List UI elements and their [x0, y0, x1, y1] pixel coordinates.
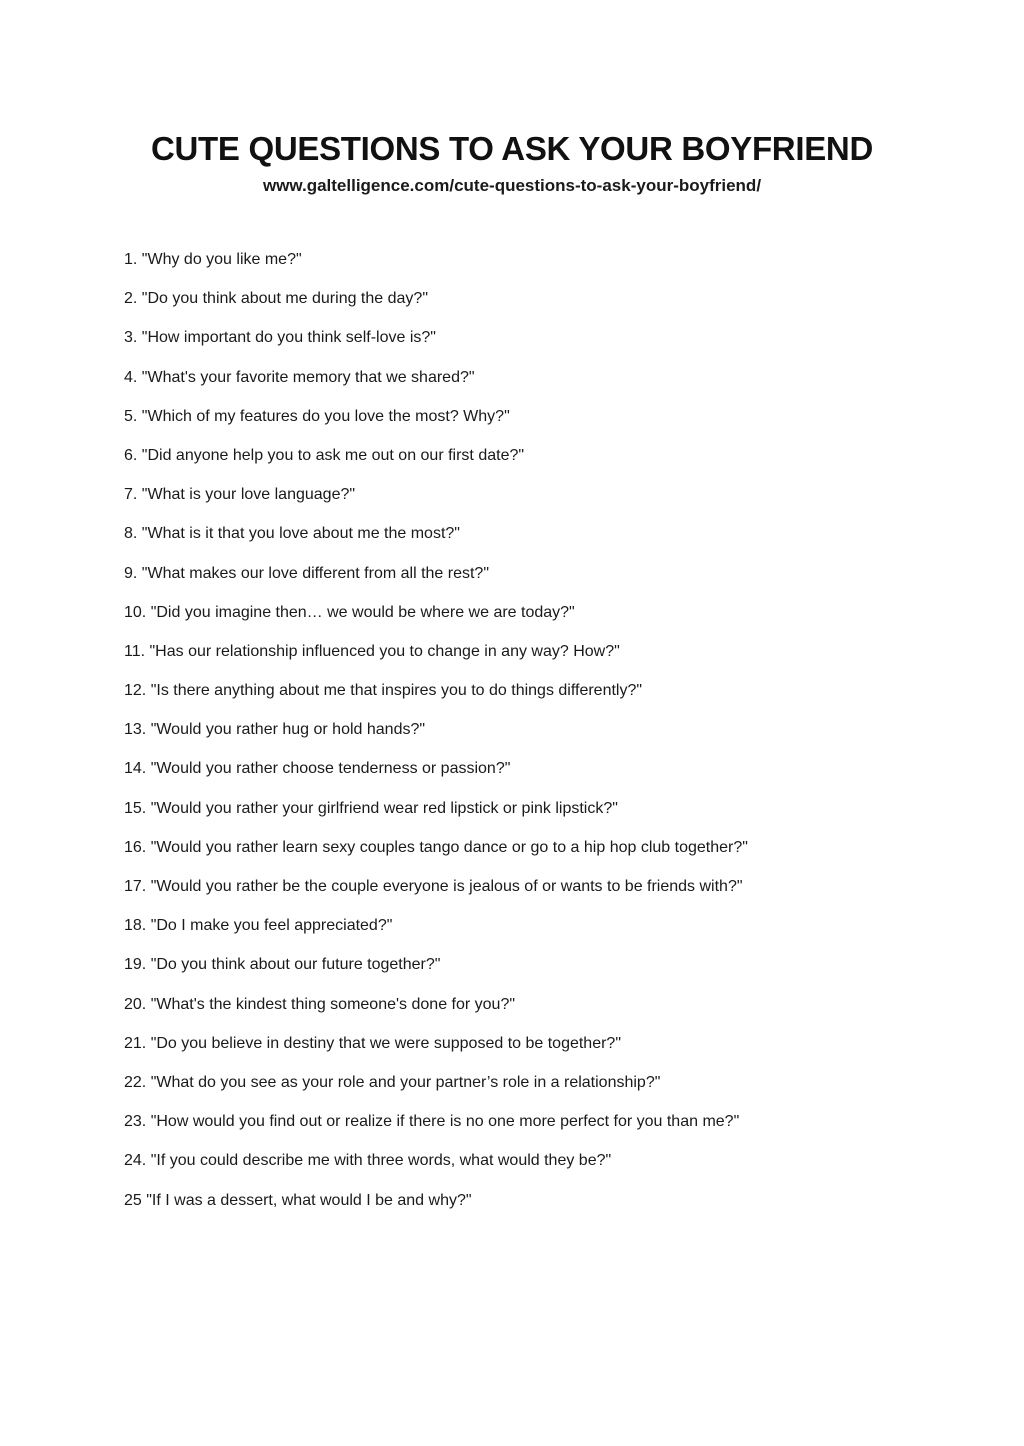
question-item: 17. "Would you rather be the couple everyone is jealous of or wants to be friends with?": [124, 878, 743, 895]
question-item: 20. "What's the kindest thing someone's done for you?": [124, 995, 516, 1013]
question-item: 7. "What is your love language?": [124, 486, 356, 504]
question-item: 21. "Do you believe in destiny that we were supposed to be together?": [124, 1034, 622, 1052]
question-item: 8. "What is it that you love about me the most?": [124, 525, 460, 543]
question-item: 1. "Why do you like me?": [124, 251, 302, 268]
question-item: 10. "Did you imagine then… we would be where we are today?": [124, 603, 575, 621]
question-item: 14. "Would you rather choose tenderness or passion?": [124, 760, 511, 778]
question-item: 13. "Would you rather hug or hold hands?": [124, 721, 426, 739]
question-item: 9. "What makes our love different from all the rest?": [124, 564, 489, 582]
question-item: 15. "Would you rather your girlfriend wear red lipstick or pink lipstick?": [124, 799, 618, 817]
question-item: 23. "How would you find out or realize if there is no one more perfect for you than me?": [124, 1113, 740, 1131]
question-item: 2. "Do you think about me during the day?": [124, 290, 428, 308]
question-item: 4. "What's your favorite memory that we shared?": [124, 368, 475, 386]
question-item: 6. "Did anyone help you to ask me out on our first date?": [124, 446, 525, 464]
question-list: [124, 248, 748, 1228]
question-item: 11. "Has our relationship influenced you to change in any way? How?": [124, 642, 620, 660]
question-item: 12. "Is there anything about me that inspires you to do things differently?": [124, 682, 643, 700]
question-item: 22. "What do you see as your role and your partner’s role in a relationship?": [124, 1073, 661, 1091]
question-item: 19. "Do you think about our future together?": [124, 956, 441, 974]
question-item: 18. "Do I make you feel appreciated?": [124, 917, 393, 935]
question-item: 5. "Which of my features do you love the most? Why?": [124, 407, 510, 425]
page-title: CUTE QUESTIONS TO ASK YOUR BOYFRIEND: [150, 130, 873, 167]
question-item: 3. "How important do you think self-love is?": [124, 329, 436, 347]
question-item: 24. "If you could describe me with three words, what would they be?": [124, 1152, 612, 1170]
source-url: www.galtelligence.com/cute-questions-to-ask-your-boyfriend/: [262, 176, 762, 195]
question-item: 25 "If I was a dessert, what would I be and why?": [124, 1191, 472, 1209]
question-item: 16. "Would you rather learn sexy couples tango dance or go to a hip hop club together?": [124, 838, 748, 856]
